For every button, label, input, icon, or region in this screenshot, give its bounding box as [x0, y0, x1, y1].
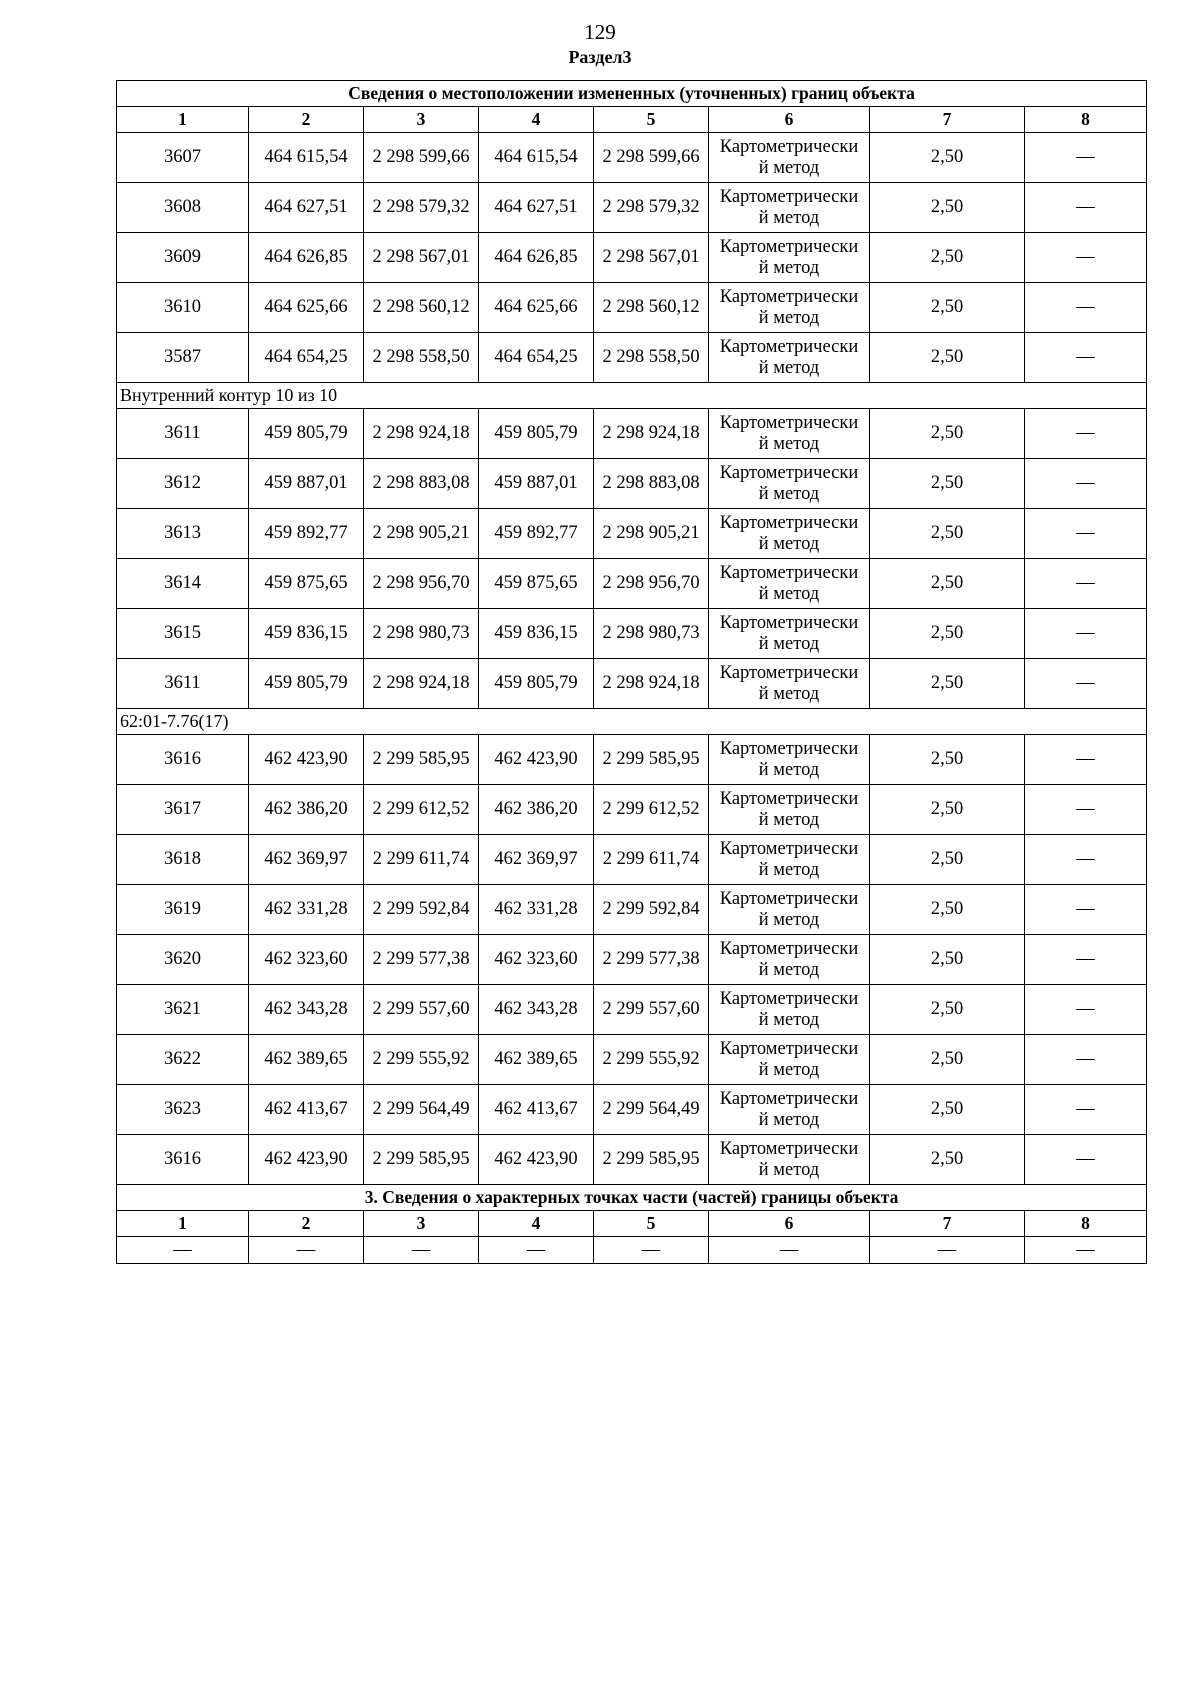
section-title: Раздел3: [568, 47, 632, 67]
method-line-1: Картометрически: [719, 186, 859, 207]
cell-x-new: 464 615,54: [479, 133, 594, 183]
cell-method: [709, 1135, 870, 1185]
cell-x-old: 459 875,65: [249, 559, 364, 609]
parcel-id-label-row: [117, 709, 1147, 735]
cell-method: [709, 509, 870, 559]
cell-description: —: [1025, 659, 1147, 709]
column-number: 4: [479, 1211, 594, 1237]
cell-y-old: 2 299 557,60: [364, 985, 479, 1035]
cell-point: 3609: [117, 233, 249, 283]
method-line-1: Картометрически: [719, 738, 859, 759]
cell-x-new: 462 413,67: [479, 1085, 594, 1135]
cell-method: [709, 935, 870, 985]
cell-x-old: 464 627,51: [249, 183, 364, 233]
table-row: [117, 1085, 1147, 1135]
empty-cell: —: [709, 1237, 870, 1264]
cell-y-old: 2 298 599,66: [364, 133, 479, 183]
column-number: 4: [479, 107, 594, 133]
cell-y-new: 2 298 980,73: [594, 609, 709, 659]
cell-accuracy: 2,50: [870, 1135, 1025, 1185]
method-line-2: й метод: [758, 433, 820, 454]
method-line-1: Картометрически: [719, 336, 859, 357]
method-line-2: й метод: [758, 1059, 820, 1080]
cell-accuracy: 2,50: [870, 133, 1025, 183]
cell-method: [709, 735, 870, 785]
cell-x-old: 464 654,25: [249, 333, 364, 383]
cell-description: —: [1025, 985, 1147, 1035]
cell-x-new: 462 343,28: [479, 985, 594, 1035]
cell-y-old: 2 299 592,84: [364, 885, 479, 935]
column-number: 8: [1025, 107, 1147, 133]
cell-point: 3612: [117, 459, 249, 509]
cell-x-old: 462 386,20: [249, 785, 364, 835]
method-line-1: Картометрически: [719, 512, 859, 533]
table-header-part-points: 3. Сведения о характерных точках части (частей) границы объекта: [117, 1185, 1147, 1211]
cell-x-old: 462 331,28: [249, 885, 364, 935]
cell-x-old: 462 343,28: [249, 985, 364, 1035]
cell-y-new: 2 299 611,74: [594, 835, 709, 885]
table-header-part-points-row: [117, 1185, 1147, 1211]
cell-x-new: 464 627,51: [479, 183, 594, 233]
cell-point: 3610: [117, 283, 249, 333]
table-row: [117, 609, 1147, 659]
cell-y-old: 2 298 924,18: [364, 409, 479, 459]
cell-y-new: 2 298 558,50: [594, 333, 709, 383]
cell-method: [709, 609, 870, 659]
page-number: 129: [584, 20, 616, 44]
cell-point: 3619: [117, 885, 249, 935]
empty-cell: —: [117, 1237, 249, 1264]
method-line-1: Картометрически: [719, 938, 859, 959]
cell-y-old: 2 299 585,95: [364, 735, 479, 785]
table-row: [117, 735, 1147, 785]
cell-x-old: 462 423,90: [249, 735, 364, 785]
cell-x-new: 464 626,85: [479, 233, 594, 283]
method-line-2: й метод: [758, 859, 820, 880]
method-line-1: Картометрически: [719, 662, 859, 683]
method-line-2: й метод: [758, 207, 820, 228]
cell-y-old: 2 299 577,38: [364, 935, 479, 985]
cell-y-old: 2 298 579,32: [364, 183, 479, 233]
boundary-table: [116, 80, 1147, 1264]
cell-x-new: 464 654,25: [479, 333, 594, 383]
cell-point: 3620: [117, 935, 249, 985]
method-line-1: Картометрически: [719, 888, 859, 909]
method-line-1: Картометрически: [719, 462, 859, 483]
method-line-2: й метод: [758, 959, 820, 980]
cell-point: 3611: [117, 659, 249, 709]
table-row: [117, 459, 1147, 509]
method-line-2: й метод: [758, 533, 820, 554]
cell-accuracy: 2,50: [870, 935, 1025, 985]
column-number: 2: [249, 107, 364, 133]
cell-method: [709, 409, 870, 459]
cell-point: 3617: [117, 785, 249, 835]
method-line-2: й метод: [758, 257, 820, 278]
cell-x-old: 459 887,01: [249, 459, 364, 509]
method-line-1: Картометрически: [719, 562, 859, 583]
cell-point: 3614: [117, 559, 249, 609]
cell-x-new: 462 386,20: [479, 785, 594, 835]
cell-accuracy: 2,50: [870, 735, 1025, 785]
cell-y-new: 2 299 557,60: [594, 985, 709, 1035]
table-row: [117, 283, 1147, 333]
method-line-1: Картометрически: [719, 1138, 859, 1159]
method-line-2: й метод: [758, 357, 820, 378]
method-line-2: й метод: [758, 759, 820, 780]
cell-x-new: 462 389,65: [479, 1035, 594, 1085]
cell-method: [709, 835, 870, 885]
empty-cell: —: [364, 1237, 479, 1264]
cell-y-old: 2 298 980,73: [364, 609, 479, 659]
method-line-1: Картометрически: [719, 236, 859, 257]
cell-y-new: 2 299 564,49: [594, 1085, 709, 1135]
cell-y-old: 2 299 564,49: [364, 1085, 479, 1135]
cell-x-new: 462 331,28: [479, 885, 594, 935]
cell-description: —: [1025, 735, 1147, 785]
column-number: 2: [249, 1211, 364, 1237]
cell-description: —: [1025, 559, 1147, 609]
cell-description: —: [1025, 409, 1147, 459]
cell-y-old: 2 299 611,74: [364, 835, 479, 885]
cell-y-old: 2 298 567,01: [364, 233, 479, 283]
cell-description: —: [1025, 183, 1147, 233]
cell-x-old: 464 626,85: [249, 233, 364, 283]
column-number-row-2: [117, 1211, 1147, 1237]
column-number: 6: [709, 1211, 870, 1237]
cell-description: —: [1025, 333, 1147, 383]
method-line-2: й метод: [758, 483, 820, 504]
cell-description: —: [1025, 935, 1147, 985]
cell-accuracy: 2,50: [870, 1085, 1025, 1135]
cell-point: 3611: [117, 409, 249, 459]
empty-cell: —: [249, 1237, 364, 1264]
cell-method: [709, 659, 870, 709]
method-line-1: Картометрически: [719, 136, 859, 157]
cell-point: 3608: [117, 183, 249, 233]
table-row: [117, 183, 1147, 233]
method-line-2: й метод: [758, 157, 820, 178]
inner-contour-label: Внутренний контур 10 из 10: [117, 383, 1147, 409]
cell-x-new: 462 323,60: [479, 935, 594, 985]
column-number: 1: [117, 107, 249, 133]
cell-x-new: 459 805,79: [479, 409, 594, 459]
cell-accuracy: 2,50: [870, 559, 1025, 609]
cell-x-old: 462 423,90: [249, 1135, 364, 1185]
method-line-2: й метод: [758, 583, 820, 604]
empty-cell: —: [479, 1237, 594, 1264]
method-line-1: Картометрически: [719, 838, 859, 859]
cell-y-new: 2 298 956,70: [594, 559, 709, 609]
cell-description: —: [1025, 785, 1147, 835]
table-header-changed-boundaries: Сведения о местоположении измененных (уточненных) границ объекта: [117, 81, 1147, 107]
method-line-2: й метод: [758, 1009, 820, 1030]
cell-description: —: [1025, 133, 1147, 183]
cell-x-old: 464 625,66: [249, 283, 364, 333]
empty-row: [117, 1237, 1147, 1264]
table-row: [117, 333, 1147, 383]
cell-x-old: 459 892,77: [249, 509, 364, 559]
cell-y-old: 2 298 956,70: [364, 559, 479, 609]
cell-x-new: 462 423,90: [479, 735, 594, 785]
cell-accuracy: 2,50: [870, 409, 1025, 459]
cell-accuracy: 2,50: [870, 233, 1025, 283]
cell-method: [709, 283, 870, 333]
cell-point: 3613: [117, 509, 249, 559]
cell-y-new: 2 298 560,12: [594, 283, 709, 333]
table-row: [117, 785, 1147, 835]
cell-accuracy: 2,50: [870, 283, 1025, 333]
cell-y-new: 2 299 585,95: [594, 1135, 709, 1185]
column-number: 3: [364, 107, 479, 133]
cell-y-new: 2 299 612,52: [594, 785, 709, 835]
empty-cell: —: [594, 1237, 709, 1264]
cell-point: 3616: [117, 735, 249, 785]
column-number: 6: [709, 107, 870, 133]
cell-y-old: 2 298 558,50: [364, 333, 479, 383]
cell-y-new: 2 299 577,38: [594, 935, 709, 985]
table-row: [117, 659, 1147, 709]
table-row: [117, 509, 1147, 559]
cell-method: [709, 1035, 870, 1085]
cell-accuracy: 2,50: [870, 609, 1025, 659]
cell-description: —: [1025, 885, 1147, 935]
table-row: [117, 1135, 1147, 1185]
empty-cell: —: [870, 1237, 1025, 1264]
method-line-2: й метод: [758, 683, 820, 704]
cell-description: —: [1025, 233, 1147, 283]
cell-y-new: 2 299 585,95: [594, 735, 709, 785]
cell-x-old: 464 615,54: [249, 133, 364, 183]
cell-method: [709, 559, 870, 609]
column-number: 8: [1025, 1211, 1147, 1237]
method-line-2: й метод: [758, 809, 820, 830]
cell-method: [709, 333, 870, 383]
cell-y-new: 2 298 883,08: [594, 459, 709, 509]
cell-y-new: 2 298 924,18: [594, 409, 709, 459]
table-row: [117, 935, 1147, 985]
cell-x-new: 462 369,97: [479, 835, 594, 885]
table-row: [117, 1035, 1147, 1085]
cell-y-old: 2 299 555,92: [364, 1035, 479, 1085]
cell-y-old: 2 298 924,18: [364, 659, 479, 709]
cell-point: 3615: [117, 609, 249, 659]
cell-accuracy: 2,50: [870, 333, 1025, 383]
column-number: 7: [870, 1211, 1025, 1237]
cell-point: 3607: [117, 133, 249, 183]
table-row: [117, 133, 1147, 183]
cell-accuracy: 2,50: [870, 459, 1025, 509]
column-number: 5: [594, 1211, 709, 1237]
inner-contour-label-row: [117, 383, 1147, 409]
cell-accuracy: 2,50: [870, 785, 1025, 835]
cell-y-new: 2 298 579,32: [594, 183, 709, 233]
column-number-row-1: [117, 107, 1147, 133]
cell-x-old: 462 369,97: [249, 835, 364, 885]
cell-y-new: 2 299 592,84: [594, 885, 709, 935]
cell-point: 3621: [117, 985, 249, 1035]
cell-description: —: [1025, 609, 1147, 659]
cell-point: 3622: [117, 1035, 249, 1085]
cell-x-new: 459 836,15: [479, 609, 594, 659]
cell-description: —: [1025, 1035, 1147, 1085]
cell-y-new: 2 298 599,66: [594, 133, 709, 183]
method-line-1: Картометрически: [719, 412, 859, 433]
cell-description: —: [1025, 509, 1147, 559]
cell-x-old: 459 805,79: [249, 409, 364, 459]
column-number: 7: [870, 107, 1025, 133]
column-number: 3: [364, 1211, 479, 1237]
cell-point: 3587: [117, 333, 249, 383]
empty-cell: —: [1025, 1237, 1147, 1264]
cell-x-old: 462 413,67: [249, 1085, 364, 1135]
cell-x-old: 462 389,65: [249, 1035, 364, 1085]
method-line-1: Картометрически: [719, 788, 859, 809]
cell-accuracy: 2,50: [870, 985, 1025, 1035]
cell-description: —: [1025, 459, 1147, 509]
cell-method: [709, 233, 870, 283]
cell-accuracy: 2,50: [870, 885, 1025, 935]
cell-point: 3616: [117, 1135, 249, 1185]
method-line-2: й метод: [758, 1109, 820, 1130]
cell-accuracy: 2,50: [870, 1035, 1025, 1085]
method-line-1: Картометрически: [719, 1038, 859, 1059]
cell-method: [709, 183, 870, 233]
method-line-2: й метод: [758, 1159, 820, 1180]
cell-y-old: 2 299 585,95: [364, 1135, 479, 1185]
cell-method: [709, 1085, 870, 1135]
method-line-2: й метод: [758, 307, 820, 328]
table-row: [117, 409, 1147, 459]
cell-y-new: 2 298 567,01: [594, 233, 709, 283]
cell-method: [709, 785, 870, 835]
column-number: 1: [117, 1211, 249, 1237]
method-line-1: Картометрически: [719, 988, 859, 1009]
method-line-1: Картометрически: [719, 1088, 859, 1109]
cell-x-new: 459 875,65: [479, 559, 594, 609]
cell-accuracy: 2,50: [870, 835, 1025, 885]
cell-x-new: 459 887,01: [479, 459, 594, 509]
cell-point: 3623: [117, 1085, 249, 1135]
cell-y-old: 2 298 883,08: [364, 459, 479, 509]
cell-accuracy: 2,50: [870, 183, 1025, 233]
cell-x-old: 459 805,79: [249, 659, 364, 709]
cell-y-old: 2 299 612,52: [364, 785, 479, 835]
cell-x-new: 459 892,77: [479, 509, 594, 559]
table-row: [117, 885, 1147, 935]
table-row: [117, 559, 1147, 609]
cell-x-new: 459 805,79: [479, 659, 594, 709]
cell-point: 3618: [117, 835, 249, 885]
cell-accuracy: 2,50: [870, 659, 1025, 709]
cell-y-new: 2 299 555,92: [594, 1035, 709, 1085]
parcel-id-label: 62:01-7.76(17): [117, 709, 1147, 735]
cell-method: [709, 985, 870, 1035]
cell-description: —: [1025, 1085, 1147, 1135]
method-line-1: Картометрически: [719, 286, 859, 307]
table-row: [117, 835, 1147, 885]
cell-x-old: 462 323,60: [249, 935, 364, 985]
table-header-changed-boundaries-row: [117, 81, 1147, 107]
method-line-2: й метод: [758, 633, 820, 654]
table-row: [117, 985, 1147, 1035]
cell-x-new: 464 625,66: [479, 283, 594, 333]
cell-y-old: 2 298 905,21: [364, 509, 479, 559]
column-number: 5: [594, 107, 709, 133]
cell-description: —: [1025, 835, 1147, 885]
method-line-1: Картометрически: [719, 612, 859, 633]
cell-y-new: 2 298 924,18: [594, 659, 709, 709]
cell-x-new: 462 423,90: [479, 1135, 594, 1185]
cell-method: [709, 885, 870, 935]
cell-x-old: 459 836,15: [249, 609, 364, 659]
cell-method: [709, 133, 870, 183]
cell-description: —: [1025, 283, 1147, 333]
cell-y-new: 2 298 905,21: [594, 509, 709, 559]
table-row: [117, 233, 1147, 283]
cell-description: —: [1025, 1135, 1147, 1185]
cell-accuracy: 2,50: [870, 509, 1025, 559]
cell-method: [709, 459, 870, 509]
cell-y-old: 2 298 560,12: [364, 283, 479, 333]
method-line-2: й метод: [758, 909, 820, 930]
